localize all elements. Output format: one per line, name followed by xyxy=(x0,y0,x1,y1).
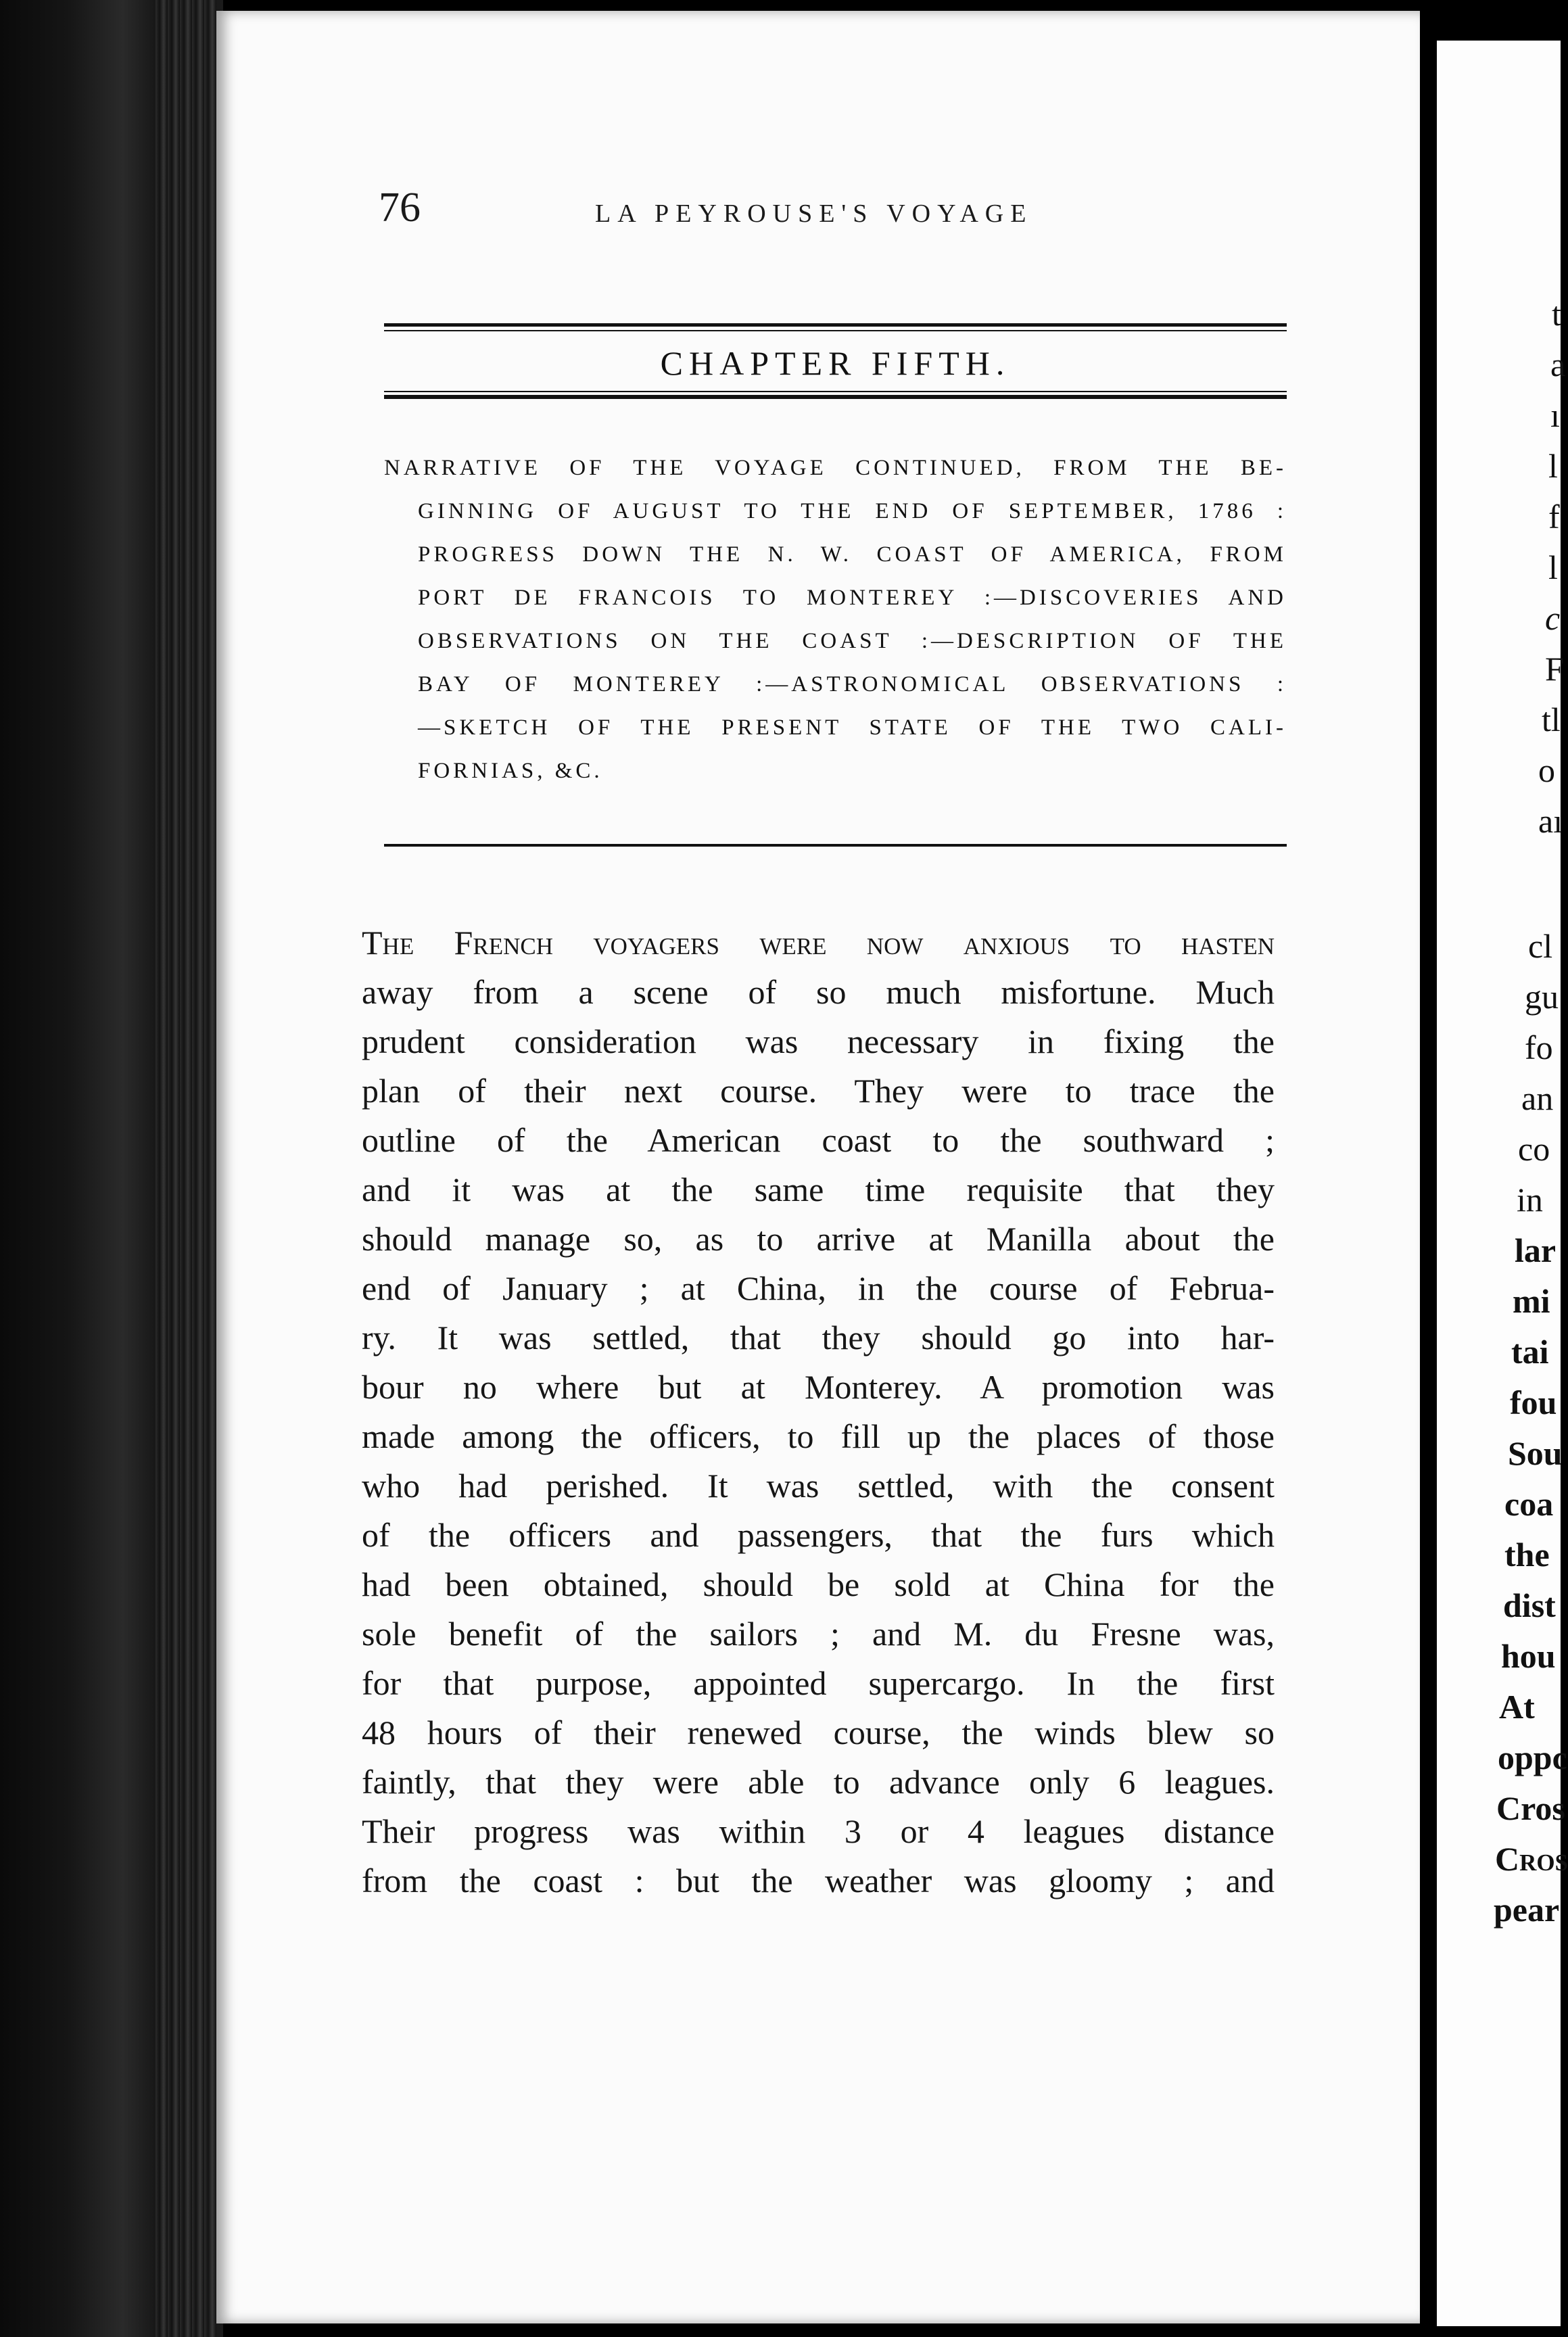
fragment: the xyxy=(1504,1536,1550,1574)
summary-line: FORNIAS, &C. xyxy=(418,759,603,783)
fragment: gu xyxy=(1525,978,1559,1016)
fragment: tl xyxy=(1542,701,1561,738)
top-rule-thin xyxy=(384,330,1287,331)
binding-edge xyxy=(156,0,216,2337)
body-line: sole benefit of the sailors ; and M. du Fresne was, xyxy=(362,1615,1275,1653)
body-line: Their progress was within 3 or 4 leagues distance xyxy=(362,1812,1275,1850)
fragment: l xyxy=(1548,447,1558,485)
fragment: a xyxy=(1550,346,1566,383)
body-line: made among the officers, to fill up the places of those xyxy=(362,1417,1275,1455)
body-line: from the coast : but the weather was gloomy ; and xyxy=(362,1862,1275,1899)
fragment: fo xyxy=(1525,1029,1553,1066)
chapter-title: CHAPTER FIFTH. xyxy=(660,344,1011,382)
fragment: Cros xyxy=(1495,1840,1568,1878)
bottom-rule xyxy=(384,844,1287,847)
fragment: co xyxy=(1518,1130,1550,1168)
body-line: outline of the American coast to the southward ; xyxy=(362,1121,1275,1159)
fragment: Cros xyxy=(1496,1789,1565,1827)
fragment: lar xyxy=(1515,1231,1557,1269)
fragment: oppc xyxy=(1498,1739,1567,1776)
summary-line: BAY OF MONTEREY :—ASTRONOMICAL OBSERVATIONS : xyxy=(418,672,1287,697)
fragment: cl xyxy=(1528,927,1553,965)
fragment: c xyxy=(1545,599,1561,637)
body-line: ry. It was settled, that they should go into har- xyxy=(362,1319,1275,1356)
body-line: for that purpose, appointed supercargo. In the first xyxy=(362,1664,1275,1702)
fragment: aı xyxy=(1538,802,1563,840)
fragment: in xyxy=(1517,1181,1543,1219)
fragment: pear xyxy=(1494,1891,1560,1929)
summary-line: PORT DE FRANCOIS TO MONTEREY :—DISCOVERIES AND xyxy=(418,586,1287,610)
mid-rule-thick xyxy=(384,395,1287,399)
body-line: 48 hours of their renewed course, the winds blew so xyxy=(362,1714,1275,1751)
fragment: mi xyxy=(1513,1282,1550,1320)
summary-line: GINNING OF AUGUST TO THE END OF SEPTEMBER, 1786 : xyxy=(418,499,1287,523)
body-line: had been obtained, should be sold at China for the xyxy=(362,1565,1275,1603)
fragment: o xyxy=(1538,751,1555,789)
fragment: dist xyxy=(1503,1586,1556,1624)
fragment: Sou xyxy=(1508,1434,1563,1472)
fragment: t xyxy=(1552,295,1561,333)
running-head: LA PEYROUSE'S VOYAGE xyxy=(595,199,1033,228)
summary-line: —SKETCH OF THE PRESENT STATE OF THE TWO CALI- xyxy=(418,715,1287,740)
fragment: At xyxy=(1499,1688,1535,1726)
fragment: fou xyxy=(1510,1384,1557,1421)
page-gutter xyxy=(1420,0,1437,2337)
fragment: F xyxy=(1545,650,1564,688)
body-text xyxy=(362,918,1275,1906)
fragment: an xyxy=(1521,1079,1554,1117)
summary-line: PROGRESS DOWN THE N. W. COAST OF AMERICA, FROM xyxy=(418,542,1287,567)
body-line: plan of their next course. They were to trace the xyxy=(362,1072,1275,1110)
fragment: f xyxy=(1548,498,1560,536)
body-line: end of January ; at China, in the course of Februa- xyxy=(362,1269,1275,1307)
summary-line: OBSERVATIONS ON THE COAST :—DESCRIPTION OF THE xyxy=(418,629,1287,653)
body-line: prudent consideration was necessary in fixing the xyxy=(362,1022,1275,1060)
fragment: hou xyxy=(1501,1637,1556,1675)
fragment: ı xyxy=(1550,396,1560,434)
page-header xyxy=(379,184,1291,238)
body-line: should manage so, as to arrive at Manilla about the xyxy=(362,1220,1275,1258)
summary-line: NARRATIVE OF THE VOYAGE CONTINUED, FROM THE BE- xyxy=(384,456,1287,480)
fragment: coa xyxy=(1504,1485,1554,1523)
body-line: and it was at the same time requisite that they xyxy=(362,1171,1275,1208)
body-line: bour no where but at Monterey. A promotion was xyxy=(362,1368,1275,1406)
page-number: 76 xyxy=(379,185,421,231)
body-line: faintly, that they were able to advance only 6 leagues. xyxy=(362,1763,1275,1801)
chapter-summary xyxy=(384,446,1287,793)
fragment: tai xyxy=(1511,1333,1549,1371)
facing-page-fragments xyxy=(1437,0,1568,2337)
body-line: who had perished. It was settled, with the consent xyxy=(362,1467,1275,1505)
top-rule-thick xyxy=(384,323,1287,327)
mid-rule-thin xyxy=(384,391,1287,392)
fragment: l xyxy=(1548,548,1558,586)
body-line: The French voyagers were now anxious to hasten xyxy=(362,924,1275,962)
body-line: of the officers and passengers, that the furs which xyxy=(362,1516,1275,1554)
body-line: away from a scene of so much misfortune. Much xyxy=(362,973,1275,1011)
